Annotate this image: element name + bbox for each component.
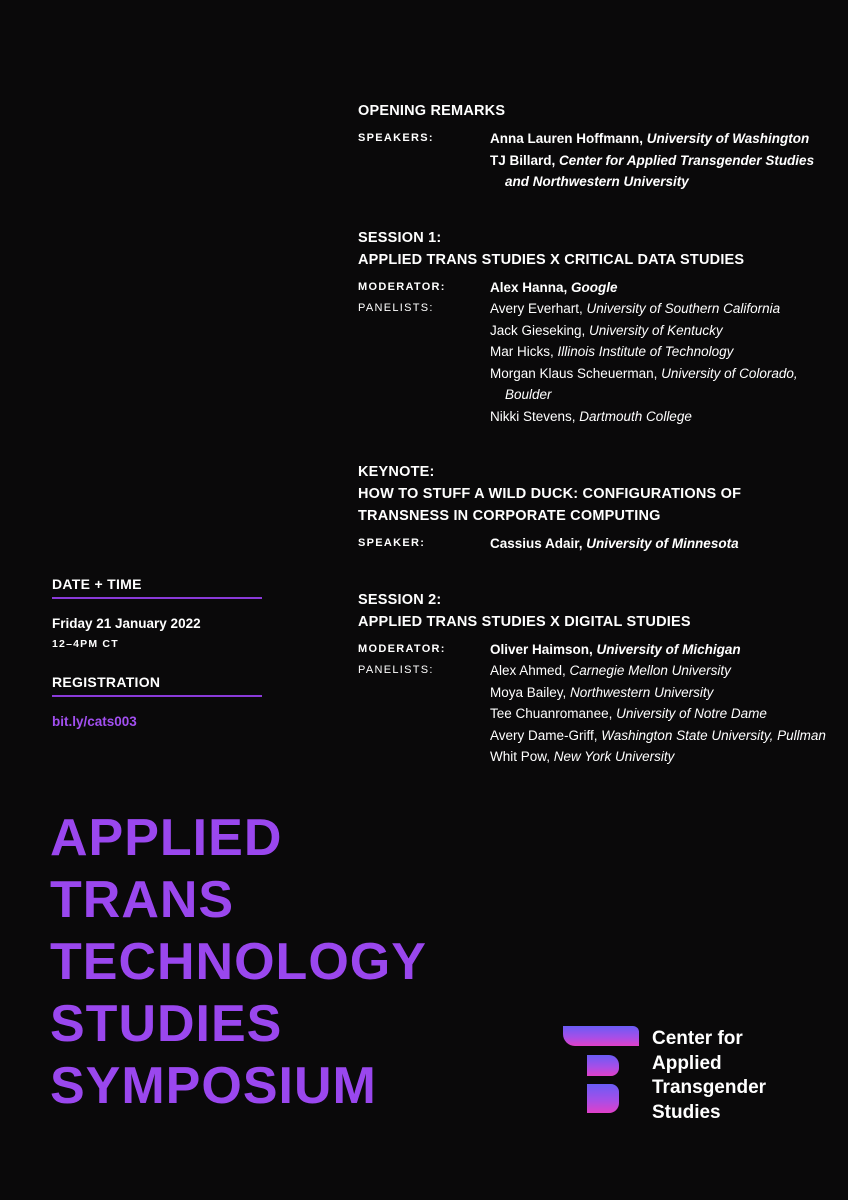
title-line: APPLIED bbox=[50, 809, 283, 867]
panelist: Nikki Stevens, Dartmouth College bbox=[490, 408, 692, 424]
title-line: TRANS bbox=[50, 871, 235, 929]
logo-line: Center for bbox=[652, 1028, 743, 1049]
title-line: TECHNOLOGY bbox=[50, 933, 427, 991]
moderator-label: MODERATOR: bbox=[358, 280, 446, 293]
cats-logo-icon bbox=[563, 1026, 643, 1116]
panelist: Morgan Klaus Scheuerman, University of Colorado, Boulder bbox=[490, 365, 798, 402]
panelists-list bbox=[490, 298, 828, 427]
speaker: TJ Billard, Center for Applied Transgender Studies and Northwestern University bbox=[490, 152, 815, 189]
panelists-label: PANELISTS: bbox=[358, 664, 434, 676]
moderator: Alex Hanna, Google bbox=[490, 279, 618, 295]
session-2-section bbox=[358, 589, 828, 768]
registration-heading: REGISTRATION bbox=[52, 674, 262, 697]
opening-remarks-section bbox=[358, 100, 828, 193]
speaker: Anna Lauren Hoffmann, University of Washington bbox=[490, 131, 810, 146]
cats-logo-text bbox=[652, 1027, 766, 1125]
section-title: OPENING REMARKS bbox=[358, 103, 506, 119]
logo-line: Transgender bbox=[652, 1077, 767, 1098]
event-info bbox=[52, 576, 262, 729]
panelist: Alex Ahmed, Carnegie Mellon University bbox=[490, 663, 731, 678]
speakers-label: SPEAKERS: bbox=[358, 132, 434, 144]
panelist: Moya Bailey, Northwestern University bbox=[490, 684, 714, 700]
section-subtitle: APPLIED TRANS STUDIES X DIGITAL STUDIES bbox=[358, 613, 691, 630]
section-subtitle: TRANSNESS IN CORPORATE COMPUTING bbox=[358, 508, 661, 524]
symposium-title bbox=[50, 807, 610, 1117]
keynote-section bbox=[358, 461, 828, 555]
registration-link[interactable]: bit.ly/cats003 bbox=[52, 714, 137, 729]
section-title: SESSION 1: bbox=[358, 229, 442, 246]
session-1-section bbox=[358, 227, 828, 428]
title-line: STUDIES bbox=[50, 995, 283, 1053]
logo-line: Applied bbox=[652, 1052, 722, 1074]
panelist: Avery Dame-Griff, Washington State University, Pullman bbox=[490, 727, 826, 743]
event-date: Friday 21 January 2022 bbox=[52, 616, 201, 631]
section-subtitle: APPLIED TRANS STUDIES X CRITICAL DATA STUDIES bbox=[358, 251, 745, 268]
section-title: SESSION 2: bbox=[358, 591, 442, 608]
speaker-label: SPEAKER: bbox=[358, 537, 426, 549]
logo-line: Studies bbox=[652, 1101, 721, 1123]
moderator: Oliver Haimson, University of Michigan bbox=[490, 641, 741, 657]
title-line: SYMPOSIUM bbox=[50, 1057, 377, 1115]
panelist: Avery Everhart, University of Southern California bbox=[490, 301, 781, 316]
panelist: Jack Gieseking, University of Kentucky bbox=[490, 322, 723, 338]
date-time-heading: DATE + TIME bbox=[52, 576, 262, 599]
moderator-label: MODERATOR: bbox=[358, 642, 446, 655]
panelist: Mar Hicks, Illinois Institute of Technology bbox=[490, 344, 734, 359]
panelist: Tee Chuanromanee, University of Notre Dame bbox=[490, 706, 767, 721]
section-subtitle: HOW TO STUFF A WILD DUCK: CONFIGURATIONS OF bbox=[358, 486, 742, 502]
keynote-speaker: Cassius Adair, University of Minnesota bbox=[490, 536, 739, 551]
panelist: Whit Pow, New York University bbox=[490, 749, 675, 764]
event-time: 12–4PM CT bbox=[52, 638, 119, 650]
program-schedule bbox=[358, 100, 828, 802]
panelists-list bbox=[490, 660, 828, 768]
speakers-list bbox=[490, 128, 828, 193]
cats-logo bbox=[563, 1026, 833, 1123]
section-title: KEYNOTE: bbox=[358, 464, 435, 480]
panelists-label: PANELISTS: bbox=[358, 302, 434, 314]
